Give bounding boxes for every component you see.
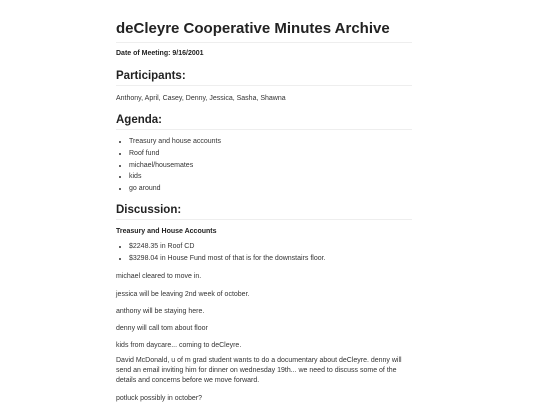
discussion-note: anthony will be staying here.	[116, 308, 205, 315]
participants-list: Anthony, April, Casey, Denny, Jessica, Sasha, Shawna	[116, 95, 286, 102]
discussion-note: jessica will be leaving 2nd week of october.	[116, 291, 250, 298]
page-title: deCleyre Cooperative Minutes Archive	[116, 18, 412, 43]
agenda-heading: Agenda:	[116, 112, 412, 130]
list-item: • kids	[129, 171, 425, 183]
participants-heading: Participants:	[116, 68, 412, 86]
discussion-heading: Discussion:	[116, 202, 412, 220]
discussion-note: potluck possibly in october?	[116, 395, 202, 402]
meeting-date: Date of Meeting: 9/16/2001	[116, 50, 204, 57]
discussion-note: David McDonald, u of m grad student wants to do a documentary about deCleyre. denny will send an email inviting him for dinner on wednesday 19th... we need to discuss some of the details and concerns before we move forward.	[116, 357, 402, 384]
accounts-list	[116, 241, 425, 265]
discussion-note: michael cleared to move in.	[116, 273, 202, 280]
discussion-note: denny will call tom about floor	[116, 325, 208, 332]
list-item: • go around	[129, 183, 425, 195]
list-item: • $3298.04 in House Fund most of that is for the downstairs floor.	[129, 253, 425, 265]
list-item: • $2248.35 in Roof CD	[129, 241, 425, 253]
agenda-list	[116, 136, 425, 195]
discussion-note: kids from daycare... coming to deCleyre.	[116, 342, 242, 349]
list-item: • michael/housemates	[129, 160, 425, 172]
list-item: • Treasury and house accounts	[129, 136, 425, 148]
discussion-subheading: Treasury and House Accounts	[116, 228, 217, 235]
list-item: • Roof fund	[129, 148, 425, 160]
